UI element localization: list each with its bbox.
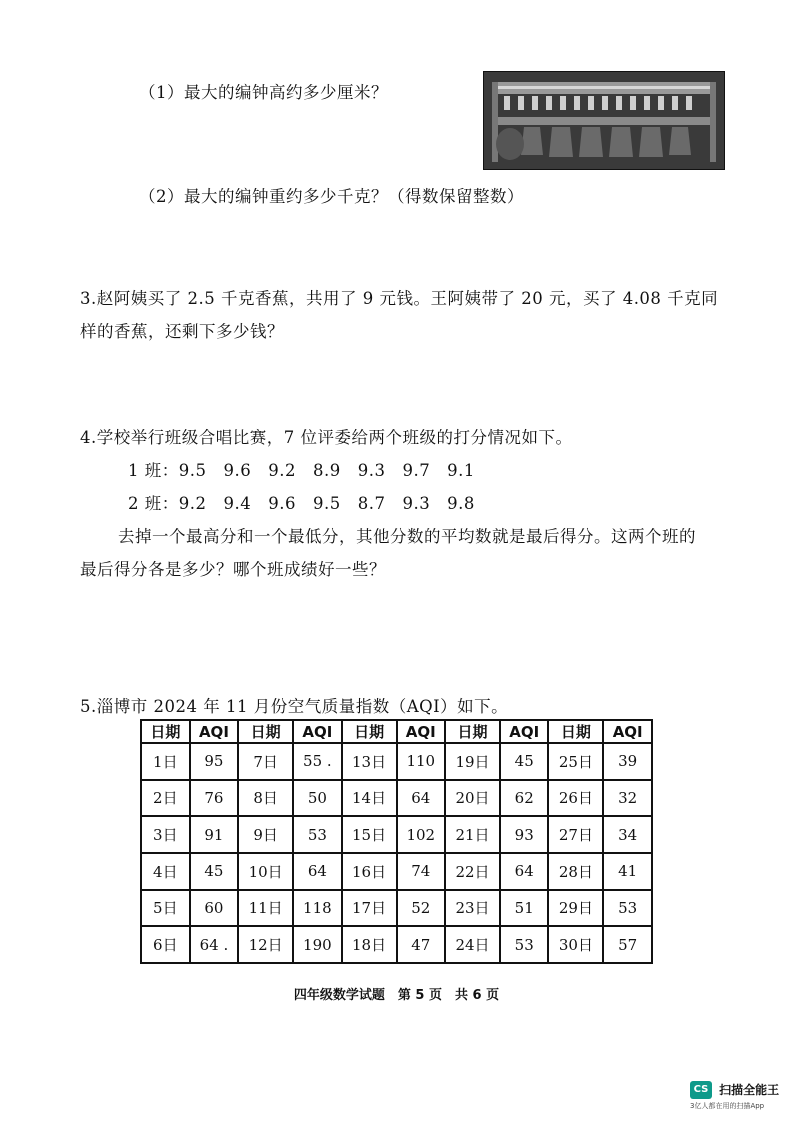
- scanner-watermark: [690, 1079, 790, 1111]
- table-cell: 47: [397, 926, 446, 963]
- header-cell: 日期: [342, 720, 397, 743]
- table-cell: 76: [190, 780, 239, 817]
- bianzhong-photo: [483, 71, 725, 170]
- table-cell: 64: [397, 780, 446, 817]
- table-cell: 34: [603, 816, 652, 853]
- table-cell: 118: [293, 890, 342, 927]
- table-cell: 29日: [548, 890, 603, 927]
- table-cell: 4日: [141, 853, 190, 890]
- table-cell: 8日: [238, 780, 293, 817]
- header-cell: 日期: [548, 720, 603, 743]
- table-cell: 1日: [141, 743, 190, 780]
- bianzhong-image: [484, 72, 724, 169]
- header-cell: AQI: [603, 720, 652, 743]
- header-cell: 日期: [445, 720, 500, 743]
- table-cell: 21日: [445, 816, 500, 853]
- q4-class2-scores: 2 班：9.2 9.4 9.6 9.5 8.7 9.3 9.8: [128, 494, 475, 513]
- q3-line2: 样的香蕉，还剩下多少钱？: [80, 322, 284, 341]
- watermark-tagline: 3亿人都在用的扫描App: [690, 1101, 765, 1110]
- table-cell: 50: [293, 780, 342, 817]
- camscanner-logo-icon: CS: [690, 1081, 712, 1099]
- table-header-row: [141, 720, 652, 743]
- table-cell: 30日: [548, 926, 603, 963]
- table-cell: 17日: [342, 890, 397, 927]
- table-cell: 9日: [238, 816, 293, 853]
- table-cell: 25日: [548, 743, 603, 780]
- table-cell: 2日: [141, 780, 190, 817]
- table-cell: 45: [190, 853, 239, 890]
- table-cell: 93: [500, 816, 549, 853]
- table-cell: 24日: [445, 926, 500, 963]
- table-cell: 16日: [342, 853, 397, 890]
- table-cell: 32: [603, 780, 652, 817]
- table-cell: 91: [190, 816, 239, 853]
- table-row: [141, 853, 652, 890]
- q2-sub1: （1）最大的编钟高约多少厘米？: [139, 83, 388, 102]
- table-cell: 39: [603, 743, 652, 780]
- q4-line1: 4.学校举行班级合唱比赛，7 位评委给两个班级的打分情况如下。: [80, 428, 573, 447]
- q4-line2: 去掉一个最高分和一个最低分，其他分数的平均数就是最后得分。这两个班的: [118, 527, 696, 546]
- table-cell: 28日: [548, 853, 603, 890]
- header-cell: AQI: [190, 720, 239, 743]
- table-cell: 64: [500, 853, 549, 890]
- header-cell: AQI: [500, 720, 549, 743]
- q5-title: 5.淄博市 2024 年 11 月份空气质量指数（AQI）如下。: [80, 697, 509, 716]
- table-cell: 6日: [141, 926, 190, 963]
- table-cell: 41: [603, 853, 652, 890]
- table-cell: 22日: [445, 853, 500, 890]
- page-footer: 四年级数学试题 第 5 页 共 6 页: [293, 988, 500, 1003]
- table-cell: 23日: [445, 890, 500, 927]
- q4-line3: 最后得分各是多少？哪个班成绩好一些？: [80, 560, 386, 579]
- table-row: [141, 926, 652, 963]
- table-row: [141, 780, 652, 817]
- table-cell: 51: [500, 890, 549, 927]
- aqi-table: [140, 719, 653, 964]
- q3-line1: 3.赵阿姨买了 2.5 千克香蕉，共用了 9 元钱。王阿姨带了 20 元，买了 4.08 千克同: [80, 289, 719, 308]
- table-cell: 95: [190, 743, 239, 780]
- table-cell: 64 .: [190, 926, 239, 963]
- table-cell: 53: [500, 926, 549, 963]
- table-cell: 14日: [342, 780, 397, 817]
- q2-sub2: （2）最大的编钟重约多少千克？（得数保留整数）: [139, 187, 524, 206]
- table-cell: 53: [603, 890, 652, 927]
- table-row: [141, 890, 652, 927]
- header-cell: AQI: [397, 720, 446, 743]
- table-cell: 5日: [141, 890, 190, 927]
- table-cell: 53: [293, 816, 342, 853]
- table-cell: 60: [190, 890, 239, 927]
- table-cell: 26日: [548, 780, 603, 817]
- table-cell: 19日: [445, 743, 500, 780]
- table-cell: 45: [500, 743, 549, 780]
- table-cell: 10日: [238, 853, 293, 890]
- table-row: [141, 743, 652, 780]
- table-cell: 18日: [342, 926, 397, 963]
- table-cell: 27日: [548, 816, 603, 853]
- header-cell: 日期: [238, 720, 293, 743]
- table-cell: 64: [293, 853, 342, 890]
- table-cell: 20日: [445, 780, 500, 817]
- table-cell: 55 .: [293, 743, 342, 780]
- table-row: [141, 816, 652, 853]
- table-cell: 7日: [238, 743, 293, 780]
- table-cell: 15日: [342, 816, 397, 853]
- table-cell: 62: [500, 780, 549, 817]
- table-cell: 102: [397, 816, 446, 853]
- table-cell: 12日: [238, 926, 293, 963]
- header-cell: 日期: [141, 720, 190, 743]
- table-cell: 110: [397, 743, 446, 780]
- q4-class1-scores: 1 班：9.5 9.6 9.2 8.9 9.3 9.7 9.1: [128, 461, 475, 480]
- table-cell: 13日: [342, 743, 397, 780]
- header-cell: AQI: [293, 720, 342, 743]
- table-cell: 3日: [141, 816, 190, 853]
- table-cell: 11日: [238, 890, 293, 927]
- table-cell: 57: [603, 926, 652, 963]
- table-cell: 74: [397, 853, 446, 890]
- table-cell: 52: [397, 890, 446, 927]
- table-cell: 190: [293, 926, 342, 963]
- watermark-name: 扫描全能王: [719, 1083, 780, 1097]
